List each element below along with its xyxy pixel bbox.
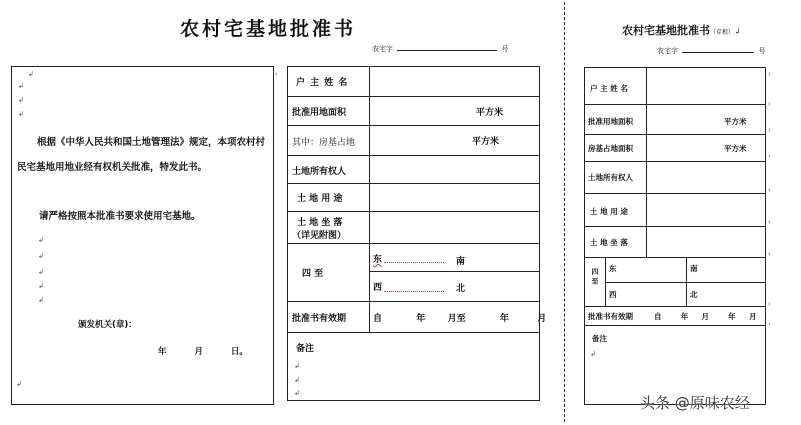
serial-number-row bbox=[372, 44, 508, 54]
month-label: 月 bbox=[194, 347, 203, 357]
paragraph-mark: ↲ bbox=[38, 296, 44, 304]
stub-four-sides-label: 四 至 bbox=[591, 268, 599, 285]
row-line bbox=[287, 332, 540, 333]
validity-label: 批准书有效期 bbox=[292, 314, 347, 324]
stub-owner-name-label: 户 主 姓 名 bbox=[590, 84, 628, 93]
row-line bbox=[584, 325, 766, 326]
row-line bbox=[605, 282, 766, 283]
four-sides-label: 四 至 bbox=[302, 269, 324, 279]
issue-date bbox=[158, 345, 248, 357]
stub-divider bbox=[646, 67, 647, 257]
row-line bbox=[584, 257, 766, 258]
land-use-label: 土 地 用 途 bbox=[297, 194, 343, 204]
stub-validity-label: 批准书有效期 bbox=[588, 312, 633, 321]
paragraph-mark: ↲ bbox=[18, 96, 24, 104]
year-label: 年 bbox=[728, 312, 736, 321]
paragraph-mark: ↲ bbox=[38, 268, 44, 276]
paragraph-mark: ↲ bbox=[28, 70, 34, 78]
validity-dates bbox=[373, 311, 546, 324]
row-line bbox=[584, 134, 766, 135]
building-area-label: 其中：房基占地 bbox=[292, 138, 356, 148]
paragraph-mark: ↲ bbox=[590, 350, 596, 358]
row-line bbox=[287, 183, 540, 184]
from-label: 自 bbox=[654, 312, 662, 321]
stub-serial-row bbox=[657, 46, 765, 56]
row-line bbox=[584, 193, 766, 194]
stub-serial-label: 农宅字 bbox=[657, 47, 678, 55]
remarks-label: 备注 bbox=[296, 344, 315, 354]
row-line bbox=[584, 306, 766, 307]
stub-land-location-label: 土 地 坐 落 bbox=[590, 238, 628, 247]
year-label: 年 bbox=[416, 314, 426, 324]
row-line bbox=[287, 243, 540, 244]
stub-serial-blank[interactable] bbox=[682, 52, 754, 53]
stub-title: 农村宅基地批准书（存根）↲ bbox=[622, 24, 741, 37]
paragraph-mark: ↲ bbox=[16, 380, 22, 388]
stub-validity-dates bbox=[654, 311, 757, 322]
row-line bbox=[287, 125, 540, 126]
stub-east-label: 东 bbox=[609, 264, 617, 273]
paragraph-mark: ↲ bbox=[38, 282, 44, 290]
stub-land-use-label: 土 地 用 途 bbox=[590, 207, 628, 216]
stub-west-label: 西 bbox=[609, 290, 617, 299]
paragraph-mark: ↲ bbox=[294, 362, 300, 370]
usage-paragraph: 请严格按照本批准书要求使用宅基地。 bbox=[39, 211, 201, 222]
paragraph-mark: ↲ bbox=[294, 376, 300, 384]
east-field[interactable] bbox=[384, 262, 444, 263]
row-line bbox=[584, 226, 766, 227]
from-label: 自 bbox=[373, 314, 383, 324]
paragraph-mark: ↲ bbox=[18, 110, 24, 118]
stub-building-area-label: 房基占地面积 bbox=[588, 144, 633, 153]
row-line bbox=[287, 96, 540, 97]
corner-mark: › bbox=[768, 126, 771, 134]
corner-mark: › bbox=[275, 70, 278, 78]
approved-area-unit: 平方米 bbox=[476, 108, 504, 118]
location-note: （详见附图） bbox=[292, 231, 347, 241]
stub-building-area-unit: 平方米 bbox=[724, 144, 747, 153]
watermark: 头条 @原味农经 bbox=[640, 394, 750, 412]
approved-area-label: 批准用地面积 bbox=[292, 108, 347, 118]
row-line bbox=[584, 104, 766, 105]
stub-title-text: 农村宅基地批准书 bbox=[622, 24, 710, 37]
corner-mark: › bbox=[768, 152, 771, 160]
table-divider bbox=[369, 66, 370, 332]
land-location-label: 土 地 坐 落 bbox=[297, 218, 343, 228]
year-label: 年 bbox=[158, 347, 167, 357]
stub-approved-area-label: 批准用地面积 bbox=[588, 117, 633, 126]
month-to-label: 月至 bbox=[447, 314, 466, 324]
day-label: 日。 bbox=[230, 347, 248, 357]
stub-south-label: 南 bbox=[690, 264, 698, 273]
corner-mark: › bbox=[768, 70, 771, 78]
serial-label: 农宅字 bbox=[372, 45, 393, 53]
cut-line bbox=[564, 2, 565, 422]
year-label: 年 bbox=[499, 314, 509, 324]
row-line bbox=[584, 161, 766, 162]
corner-mark: › bbox=[768, 186, 771, 194]
row-line bbox=[287, 155, 540, 156]
serial-suffix: 号 bbox=[501, 45, 509, 53]
row-line bbox=[369, 271, 540, 272]
corner-mark: › bbox=[768, 218, 771, 226]
stub-remarks-label: 备注 bbox=[592, 334, 607, 343]
month-label: 月 bbox=[537, 314, 547, 324]
owner-name-label: 户 主 姓 名 bbox=[296, 78, 349, 88]
stub-serial-suffix: 号 bbox=[758, 47, 766, 55]
issuer-label: 颁发机关(章)： bbox=[78, 320, 137, 330]
stub-land-owner-label: 土地所有权人 bbox=[588, 173, 633, 182]
stub-north-label: 北 bbox=[690, 290, 698, 299]
corner-mark: › bbox=[768, 320, 771, 328]
paragraph-mark: ↲ bbox=[38, 236, 44, 244]
corner-mark: › bbox=[768, 300, 771, 308]
south-label: 南 bbox=[456, 257, 466, 267]
corner-mark: › bbox=[768, 250, 771, 258]
corner-mark: › bbox=[768, 100, 771, 108]
east-label: 东 bbox=[373, 255, 383, 265]
north-label: 北 bbox=[456, 284, 466, 294]
month-label: 月 bbox=[701, 312, 709, 321]
row-line bbox=[287, 211, 540, 212]
paragraph-mark: ↲ bbox=[294, 389, 300, 397]
building-area-unit: 平方米 bbox=[472, 137, 500, 147]
approval-paragraph: 根据《中华人民共和国土地管理法》规定，本项农村村民宅基地用地业经有权机关批准，特发此书。 bbox=[17, 137, 266, 173]
paragraph-mark: ↲ bbox=[38, 252, 44, 260]
year-label: 年 bbox=[680, 312, 689, 321]
paragraph-mark: ↲ bbox=[18, 82, 24, 90]
west-field[interactable] bbox=[384, 291, 444, 292]
stub-label: （存根） bbox=[710, 29, 735, 36]
page-title: 农村宅基地批准书 bbox=[180, 18, 357, 40]
west-label: 西 bbox=[373, 283, 383, 293]
land-owner-label: 土地所有权人 bbox=[292, 167, 347, 177]
month-label: 月 bbox=[749, 312, 757, 321]
stub-approved-area-unit: 平方米 bbox=[724, 117, 747, 126]
serial-blank[interactable] bbox=[397, 50, 497, 51]
row-line bbox=[287, 301, 540, 302]
